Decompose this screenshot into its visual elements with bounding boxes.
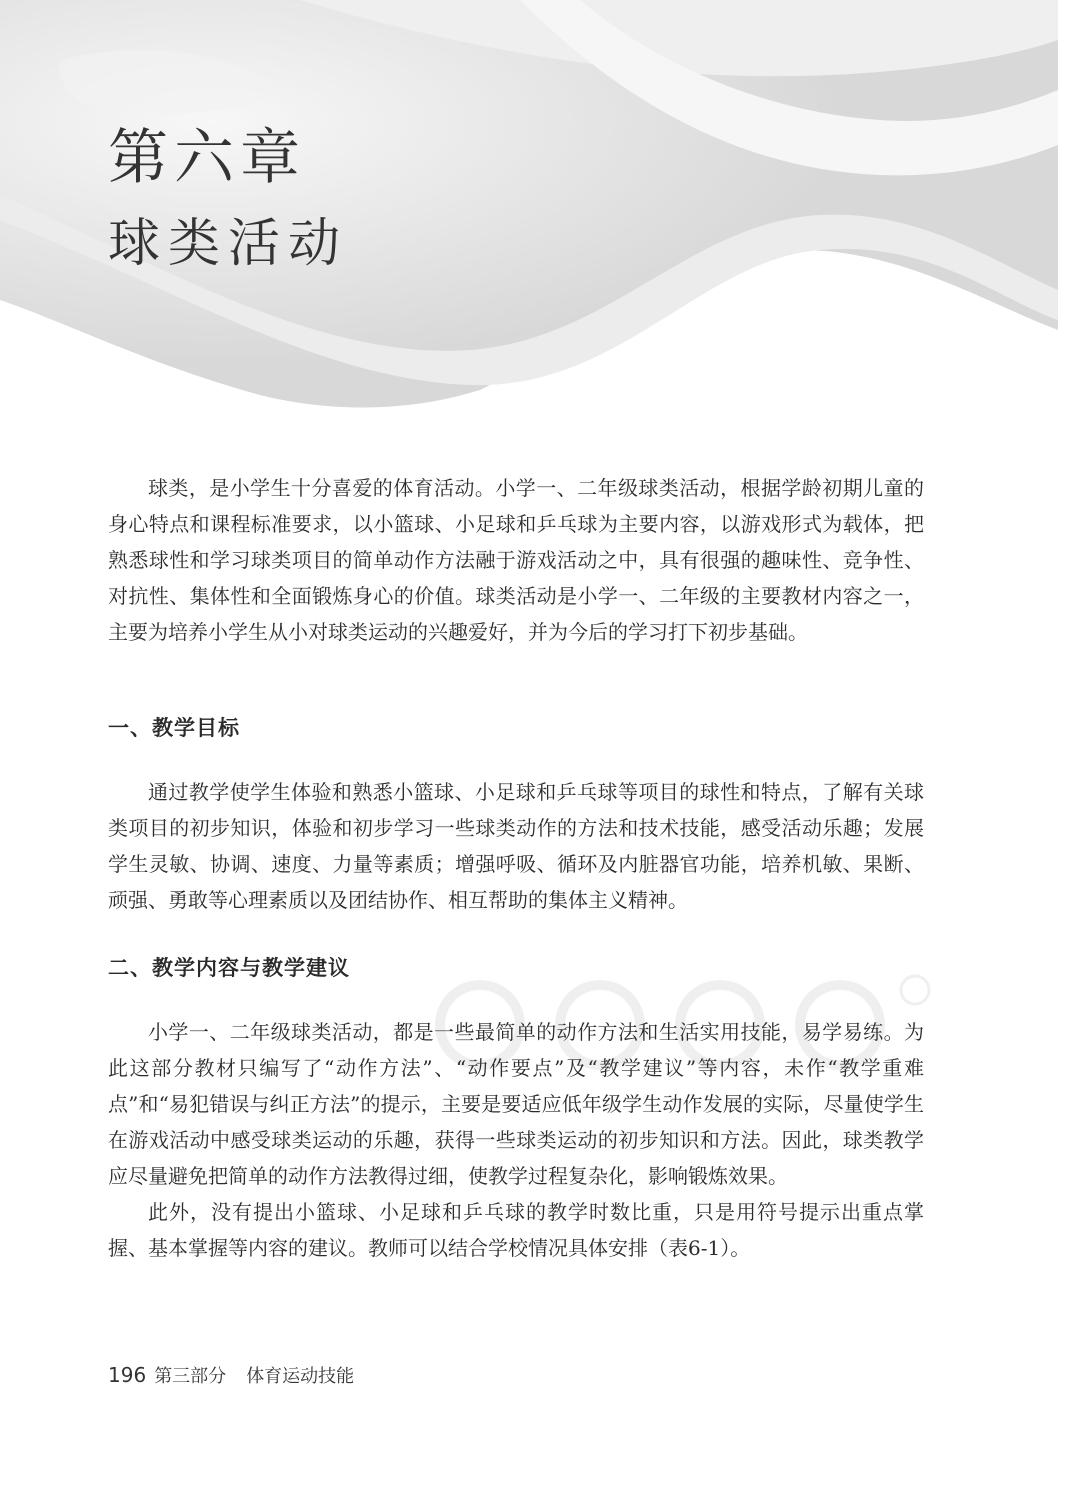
chapter-heading xyxy=(108,123,349,274)
section2-paragraph-2: 此外，没有提出小篮球、小足球和乒乓球的教学时数比重，只是用符号提示出重点掌握、基本掌握等内容的建议。教师可以结合学校情况具体安排（表6-1）。 xyxy=(108,1200,924,1260)
chapter-title: 球类活动 xyxy=(108,214,349,274)
section-heading-teaching-goals: 一、教学目标 xyxy=(108,716,240,740)
section2-block xyxy=(108,1014,924,1266)
page-number: 196 xyxy=(108,1363,147,1387)
chapter-number: 第六章 xyxy=(108,123,306,193)
section1-block xyxy=(108,774,924,918)
section2-paragraph-1: 小学一、二年级球类活动，都是一些最简单的动作方法和生活实用技能，易学易练。为此这部分教材只编写了“动作方法”、“动作要点”及“教学建议”等内容，未作“教学重难点”和“易犯错误与纠正方法”的提示，主要是要适应低年级学生动作发展的实际，尽量使学生在游戏活动中感受球类运动的乐趣，获得一些球类运动的初步知识和方法。因此，球类教学应尽量避免把简单的动作方法教得过细，使教学过程复杂化，影响锻炼效果。 xyxy=(108,1020,924,1188)
footer-part: 第三部分 xyxy=(154,1366,227,1387)
page-footer xyxy=(108,1362,354,1388)
footer-part-title: 体育运动技能 xyxy=(246,1366,355,1387)
section1-paragraph: 通过教学使学生体验和熟悉小篮球、小足球和乒乓球等项目的球性和特点，了解有关球类项目的初步知识，体验和初步学习一些球类动作的方法和技术技能，感受活动乐趣；发展学生灵敏、协调、速度、力量等素质；增强呼吸、循环及内脏器官功能，培养机敏、果断、顽强、勇敢等心理素质以及团结协作、相互帮助的集体主义精神。 xyxy=(108,780,924,912)
intro-block xyxy=(108,470,924,650)
intro-paragraph: 球类，是小学生十分喜爱的体育活动。小学一、二年级球类活动，根据学龄初期儿童的身心特点和课程标准要求，以小篮球、小足球和乒乓球为主要内容，以游戏形式为载体，把熟悉球性和学习球类项目的简单动作方法融于游戏活动之中，具有很强的趣味性、竞争性、对抗性、集体性和全面锻炼身心的价值。球类活动是小学一、二年级的主要教材内容之一，主要为培养小学生从小对球类运动的兴趣爱好，并为今后的学习打下初步基础。 xyxy=(108,476,924,644)
section-heading-content-suggestions: 二、教学内容与教学建议 xyxy=(108,956,350,980)
